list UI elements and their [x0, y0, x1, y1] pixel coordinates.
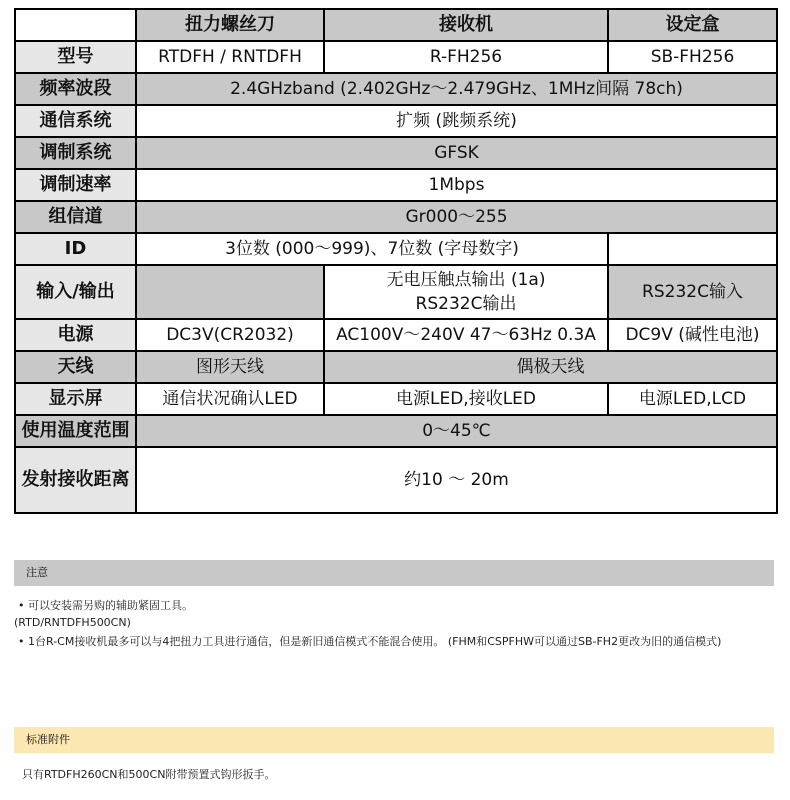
power-driver: DC3V(CR2032) [136, 319, 324, 351]
row-display [15, 383, 777, 415]
label-antenna: 天线 [15, 351, 136, 383]
row-group-channel [15, 201, 777, 233]
header-torque-driver: 扭力螺丝刀 [136, 9, 324, 41]
model-driver: RTDFH / RNTDFH [136, 41, 324, 73]
row-antenna [15, 351, 777, 383]
header-setting-box: 设定盒 [608, 9, 777, 41]
label-modulation-rate: 调制速率 [15, 169, 136, 201]
spec-table [14, 8, 778, 514]
header-receiver: 接收机 [324, 9, 608, 41]
accessory-text: 只有RTDFH260CN和500CN附带预置式钩形扳手。 [22, 768, 276, 781]
note-subtext: (RTD/RNTDFH500CN) [14, 616, 131, 629]
note-text: 1台R-CM接收机最多可以与4把扭力工具进行通信，但是新旧通信模式不能混合使用。 (FHM和CSPFHW可以通过SB-FH2更改为旧的通信模式) [28, 635, 722, 648]
accessory-header: 标准附件 [14, 727, 774, 753]
label-display: 显示屏 [15, 383, 136, 415]
label-range: 发射接收距离 [15, 447, 136, 513]
label-temperature: 使用温度范围 [15, 415, 136, 447]
bullet-icon: • [18, 599, 25, 612]
display-driver: 通信状况确认LED [136, 383, 324, 415]
power-setting-box: DC9V (碱性电池) [608, 319, 777, 351]
row-frequency [15, 73, 777, 105]
row-model [15, 41, 777, 73]
row-power [15, 319, 777, 351]
display-setting-box: 电源LED,LCD [608, 383, 777, 415]
range-value: 约10 ～ 20m [136, 447, 777, 513]
comm-system-value: 扩频 (跳频系统) [136, 105, 777, 137]
label-frequency: 频率波段 [15, 73, 136, 105]
note-item [14, 597, 774, 631]
label-id: ID [15, 233, 136, 265]
frequency-value: 2.4GHzband (2.402GHz～2.479GHz、1MHz间隔 78ch) [136, 73, 777, 105]
row-temperature [15, 415, 777, 447]
io-receiver [324, 265, 608, 319]
corner-cell [15, 9, 136, 41]
notes-list [14, 597, 774, 652]
row-comm-system [15, 105, 777, 137]
bullet-icon: • [18, 635, 25, 648]
id-empty-cell [608, 233, 777, 265]
label-modulation-system: 调制系统 [15, 137, 136, 169]
antenna-driver: 图形天线 [136, 351, 324, 383]
label-io: 输入/输出 [15, 265, 136, 319]
io-receiver-line1: 无电压触点输出 (1a) [386, 270, 546, 290]
model-setting-box: SB-FH256 [608, 41, 777, 73]
modulation-system-value: GFSK [136, 137, 777, 169]
row-id [15, 233, 777, 265]
power-receiver: AC100V～240V 47～63Hz 0.3A [324, 319, 608, 351]
group-channel-value: Gr000～255 [136, 201, 777, 233]
display-receiver: 电源LED,接收LED [324, 383, 608, 415]
label-comm-system: 通信系统 [15, 105, 136, 137]
model-receiver: R-FH256 [324, 41, 608, 73]
id-value: 3位数 (000～999)、7位数 (字母数字) [136, 233, 608, 265]
row-modulation-rate [15, 169, 777, 201]
note-text: 可以安装需另购的辅助紧固工具。 [28, 599, 193, 612]
io-receiver-line2: RS232C输出 [415, 294, 517, 314]
io-setting-box: RS232C输入 [608, 265, 777, 319]
header-row [15, 9, 777, 41]
label-group-channel: 组信道 [15, 201, 136, 233]
row-modulation-system [15, 137, 777, 169]
modulation-rate-value: 1Mbps [136, 169, 777, 201]
row-range [15, 447, 777, 513]
temperature-value: 0～45℃ [136, 415, 777, 447]
note-item [14, 633, 774, 650]
row-io [15, 265, 777, 319]
antenna-receiver-box: 偶极天线 [324, 351, 777, 383]
notes-header: 注意 [14, 560, 774, 586]
label-model: 型号 [15, 41, 136, 73]
label-power: 电源 [15, 319, 136, 351]
io-driver-empty [136, 265, 324, 319]
